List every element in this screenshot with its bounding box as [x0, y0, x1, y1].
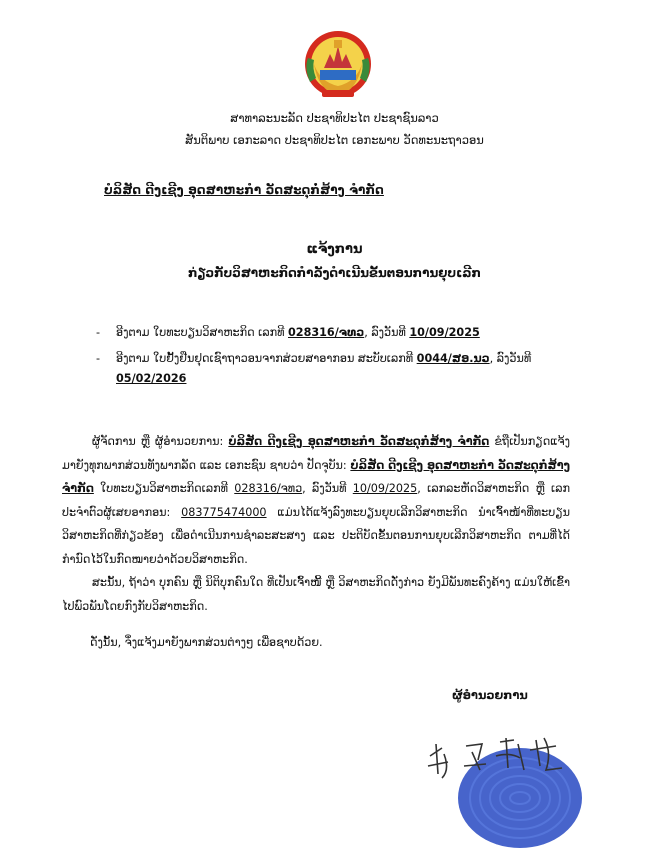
notice-body	[62, 430, 570, 618]
certificate-number: 0044/ສອ.ນວ	[416, 352, 490, 365]
reference-text: , ລົງວັນທີ	[364, 326, 410, 339]
signature-fingerprint-icon	[420, 726, 600, 851]
company-name: ບໍລິສັດ ດີງເຊີງ ອຸດສາຫະກຳ ວັດສະດຸກໍ່ສ້າງ ຈຳກັດ	[62, 458, 570, 495]
body-text: ໃບທະບຽນວິສາຫະກິດເລກທີ	[93, 482, 235, 495]
tax-id: 083775474000	[181, 505, 267, 519]
list-dash: -	[96, 352, 101, 365]
company-heading: ບໍລິສັດ ດີງເຊີງ ອຸດສາຫະກຳ ວັດສະດຸກໍ່ສ້າງ ຈຳກັດ	[104, 183, 384, 197]
body-paragraph	[62, 430, 570, 571]
body-text: , ເລກລະຫັດວິສາຫະກິດ ຫຼື ເລກປະຈຳຕົວຜູ້ເສຍອາກອນ:	[62, 482, 571, 519]
body-text: ຂໍຖືເປັນກຽດແຈ້ງມາຍັງທຸກພາກສ່ວນທັງພາກລັດ ແລະ ເອກະຊົນ ຊາບວ່າ ປັດຈຸບັນ:	[62, 435, 570, 472]
registration-date: 10/09/2025	[409, 326, 480, 339]
closing-line: ດັ່ງນັ້ນ, ຈຶ່ງແຈ້ງມາຍັງພາກສ່ວນຕ່າງໆ ເພື່ອຊາບດ້ວຍ.	[90, 636, 323, 649]
certificate-date: 05/02/2026	[116, 372, 187, 385]
registration-number: 028316/ຈທວ	[288, 326, 365, 339]
reference-text: , ລົງວັນທີ	[489, 352, 532, 365]
lao-emblem-icon	[300, 24, 376, 104]
reference-item	[96, 323, 566, 343]
document-subtitle: ກ່ຽວກັບວິສາຫະກິດກຳລັງດຳເນີນຂັ້ນຕອນການຍຸບເລີກ	[188, 266, 481, 280]
company-name: ບໍລິສັດ ດີງເຊີງ ອຸດສາຫະກຳ ວັດສະດຸກໍ່ສ້າງ ຈຳກັດ	[228, 435, 490, 448]
body-text: ຜູ້ຈັດການ ຫຼື ຜູ້ອຳນວຍການ:	[92, 435, 229, 448]
registration-number: 028316/ຈທວ	[234, 482, 303, 495]
director-label: ຜູ້ອຳນວຍການ	[452, 688, 528, 702]
body-text: ແມ່ນໄດ້ແຈ້ງລົງທະບຽນຍຸບເລີກວິສາຫະກິດ ນຳເຈົ້າໜ້າທີ່ທະບຽນວິສາຫະກິດທີ່ກ່ຽວຂ້ອງ ເພື່ອດຳເນີນການຊຳລະສະສາງ ແລະ ປະຕິບັດຂັ້ນຕອນການຍຸບເລີກວິສາຫະກິດ ຕາມທີ່ໄດ້ກຳນົດໄວ້ໃນກົດໝາຍວ່າດ້ວຍວິສາຫະກິດ.	[62, 505, 570, 566]
body-text: , ລົງວັນທີ	[302, 482, 353, 495]
list-dash: -	[96, 326, 101, 339]
reference-text: ອີງຕາມ ໃບຢັ້ງຢືນຢຸດເຊົາຖາວອນຈາກສ່ວຍສາອາກອນ ສະບັບເລກທີ	[116, 352, 417, 365]
country-name: ສາທາລະນະລັດ ປະຊາທິປະໄຕ ປະຊາຊົນລາວ	[230, 111, 439, 125]
body-paragraph: ສະນັ້ນ, ຖ້າວ່າ ບຸກຄົນ ຫຼື ນິຕິບຸກຄົນໃດ ທີ່ເປັນເຈົ້າໜີ້ ຫຼື ວິສາຫະກິດດັ່ງກ່າວ ຍັງມີພັນທະຄົງຄ້າງ ແມ່ນໃຫ້ເຂົ້າໄປພົວພັນໂດຍກົງກັບວິສາຫະກິດ.	[62, 576, 570, 613]
document-title: ແຈ້ງການ	[306, 242, 363, 257]
national-motto: ສັນຕິພາບ ເອກະລາດ ປະຊາທິປະໄຕ ເອກະພາບ ວັດທະນະຖາວອນ	[185, 133, 484, 147]
reference-text: ອີງຕາມ ໃບທະບຽນວິສາຫະກິດ ເລກທີ	[116, 326, 288, 339]
reference-list	[96, 323, 566, 395]
reference-item	[96, 349, 566, 389]
registration-date: 10/09/2025	[352, 482, 418, 495]
